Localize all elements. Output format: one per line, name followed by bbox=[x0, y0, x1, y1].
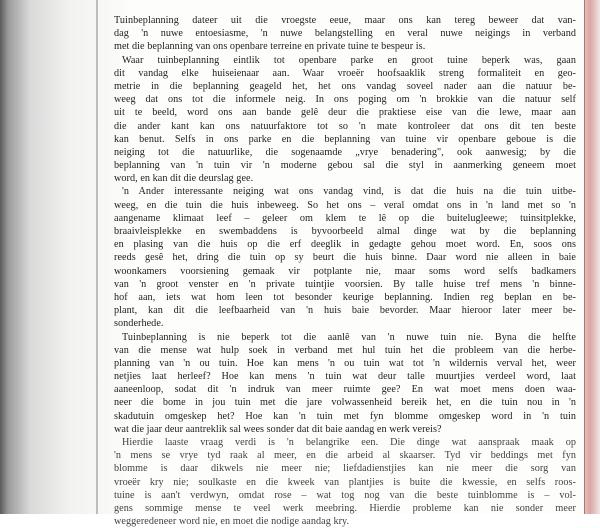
text-line: wat die jaar deur aantreklik sal wees sonder dat dit baie aandag en werk vereis? bbox=[114, 423, 442, 435]
text-line: netjies laat herleef? Hoe kan mens 'n tuin wat deur talle muurtjies verdeel word, laat bbox=[114, 371, 576, 383]
text-line: reeds gesê het, dring die tuin op sy beurt die huis binne. Daar word nie alleen in baie bbox=[114, 252, 576, 264]
text-line: gens sommige mense te veel werk meebring. Hierdie probleme kan nie sonder meer bbox=[114, 502, 576, 514]
text-line: Tuinbeplanning dateer uit die vroegste eeue, maar ons kan tereg beweer dat van- bbox=[114, 15, 576, 26]
text-line: weeg dat ons tot die informele neig. In ons poging om 'n brokkie van die natuur self bbox=[114, 94, 576, 106]
text-line: aaneenloop, sodat dit 'n indruk van meer ruimte gee? En wat moet mens doen waa- bbox=[114, 384, 576, 396]
text-line: die ander kant kan ons natuurfaktore tot so 'n mate kontroleer dat ons dit ten beste bbox=[114, 120, 576, 132]
text-line: neer die bome in jou tuin met die jare volwassenheid bereik het, en die tuin nou in 'n bbox=[114, 397, 576, 409]
text-line: tuine is aan't verdwyn, omdat rose – wat tog nog van die beste tuinblomme is – vol- bbox=[114, 489, 576, 501]
text-line: neiging tot die natuurlike, die sogenaamde „vrye benadering", ook aanwesig; by die bbox=[114, 146, 576, 158]
text-line: 'n Ander interessante neiging wat ons vandag vind, is dat die huis na die tuin uitbe- bbox=[122, 186, 576, 198]
text-line: weggeredeneer word nie, en moet die nodige aandag kry. bbox=[114, 516, 350, 528]
text-line: Hierdie laaste vraag verdi is 'n belangrike een. Die dinge wat aanspraak maak op bbox=[122, 437, 576, 448]
text-line: Tuinbeplanning is nie beperk tot die aanlê van 'n nuwe tuin nie. Byna die helfte bbox=[122, 331, 576, 343]
text-line: kan benut. Selfs in ons parke en die beplanning van tuine vir openbare geboue is die bbox=[114, 133, 576, 145]
text-line: beplanning van 'n tuin vir 'n moderne gebou sal die styl in aanmerking geneem moet bbox=[114, 160, 576, 172]
text-line: en plasing van die huis op die erf deeglik in gedagte gehou moet word. En, soos ons bbox=[114, 239, 576, 251]
text-line: van 'n groot venster en 'n private tuintjie voorsien. By talle huise tref mens 'n binne- bbox=[114, 278, 576, 290]
text-line: woonkamers voorsiening gemaak vir potplante nie, maar soms word selfs badkamers bbox=[114, 265, 576, 277]
text-line: dag 'n nuwe entoesiasme, 'n nuwe belangstelling en veral nuwe neigings in verband bbox=[114, 28, 576, 40]
text-line: aangename klimaat leef – geleer om klem te lê op die buitelugleewe; tuinsitplekke, bbox=[114, 212, 576, 224]
text-line: dit vandag elke huiseienaar aan. Waar vroeër hoofsaaklik streng formaliteit en geo- bbox=[114, 67, 576, 79]
text-line: Waar tuinbeplanning eintlik tot openbare parke en groot tuine beperk was, gaan bbox=[122, 54, 576, 66]
text-line: word, en kan dit die deurslag gee. bbox=[114, 173, 254, 185]
text-line: van die mense wat hulp soek in verband met hul tuin het die probleem van die herbe- bbox=[114, 344, 576, 356]
text-line: sonderhede. bbox=[114, 318, 164, 330]
text-line: weeg, en die tuin die huis inbeweeg. So het ons – veral omdat ons in 'n land met so 'n bbox=[114, 199, 576, 211]
text-line: planning van 'n ou tuin. Hoe kan mens 'n ou tuin wat tot 'n wildernis verval het, weer bbox=[114, 357, 576, 369]
page-edge-line bbox=[584, 0, 585, 514]
text-line: vroeër kry nie; soulkaste en die kweek van plantjies is buite die kwessie, en selfs roos- bbox=[114, 476, 576, 488]
text-line: 'n mens se vrye tyd raak al meer, en die arbeid al skaarser. Tyd vir beddings met fyn bbox=[114, 450, 576, 462]
page-text-block bbox=[114, 14, 576, 528]
text-line: hof aan, iets wat hom leen tot besonder keurige beplanning. Indien reg beplan en be- bbox=[114, 291, 576, 303]
text-line: plant, kan dit die leefbaarheid van 'n huis baie bevorder. Maar hieroor later meer be- bbox=[114, 305, 576, 317]
text-line: skadutuin omgeskep het? Hoe kan 'n tuin met fyn blomme omgeskep word in 'n tuin bbox=[114, 410, 576, 422]
text-line: uit te beeld, word ons aan bande gelê deur die praktiese eise van die lewe, maar aan bbox=[114, 107, 576, 119]
text-line: metrie in die beplanning geageld het, het ons vandag soveel nader aan die natuur be- bbox=[114, 80, 576, 92]
page-right-edge bbox=[584, 0, 600, 514]
book-spine-shadow bbox=[0, 0, 128, 514]
text-line: met die beplanning van ons openbare terreine en private tuine te bespeur is. bbox=[114, 41, 426, 53]
page-gutter bbox=[96, 0, 98, 514]
text-line: braaivleisplekke en swembaddens is byvoorbeeld almal dinge wat by die beplanning bbox=[114, 226, 576, 237]
text-line: blomme is daar dikwels nie meer nie; liefdadienstjies kan nie meer die sorg van bbox=[114, 463, 576, 475]
